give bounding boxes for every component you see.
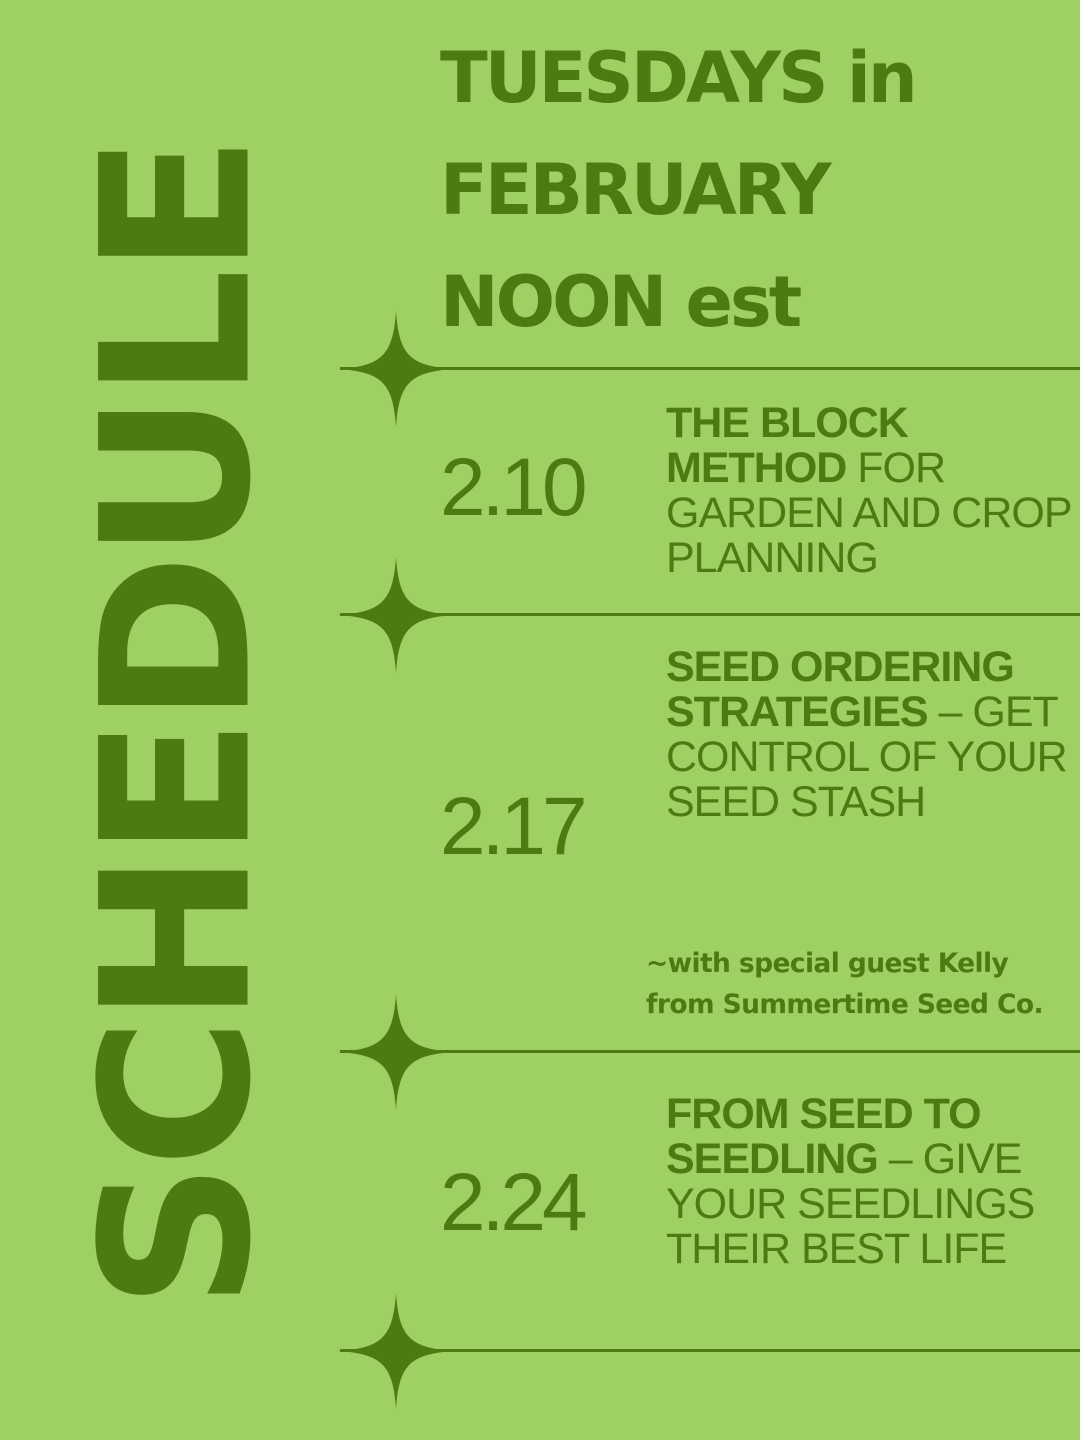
session-title-bold: THE BLOCK METHOD	[666, 399, 908, 492]
guest-line: ~with special guest Kelly	[646, 948, 1009, 979]
headline	[440, 22, 915, 358]
schedule-title: SCHEDULE	[58, 140, 297, 1310]
sparkle-icon	[338, 994, 454, 1110]
session-title-rest: FOR GARDEN AND CROP PLANNING	[666, 444, 1071, 582]
session-title-rest: – GET CONTROL OF YOUR SEED STASH	[666, 688, 1067, 826]
session-title	[666, 645, 1076, 825]
sparkle-icon	[338, 1293, 454, 1409]
session-date: 2.10	[440, 442, 584, 533]
session-date: 2.24	[440, 1157, 584, 1248]
session-title-bold: SEED ORDERING STRATEGIES	[666, 643, 1014, 736]
session-title-bold: FROM SEED TO SEEDLING	[666, 1090, 981, 1183]
session-title	[666, 1092, 1076, 1272]
headline-line-month: FEBRUARY	[440, 149, 829, 231]
headline-line-day: TUESDAYS in	[440, 37, 915, 119]
headline-line-time: NOON est	[440, 261, 800, 343]
session-date: 2.17	[440, 781, 584, 872]
special-guest-note	[646, 943, 1076, 1025]
guest-line: from Summertime Seed Co.	[646, 989, 1043, 1020]
sparkle-icon	[338, 311, 454, 427]
session-title-rest: – GIVE YOUR SEEDLINGS THEIR BEST LIFE	[666, 1135, 1035, 1273]
session-title	[666, 401, 1076, 581]
sparkle-icon	[338, 557, 454, 673]
